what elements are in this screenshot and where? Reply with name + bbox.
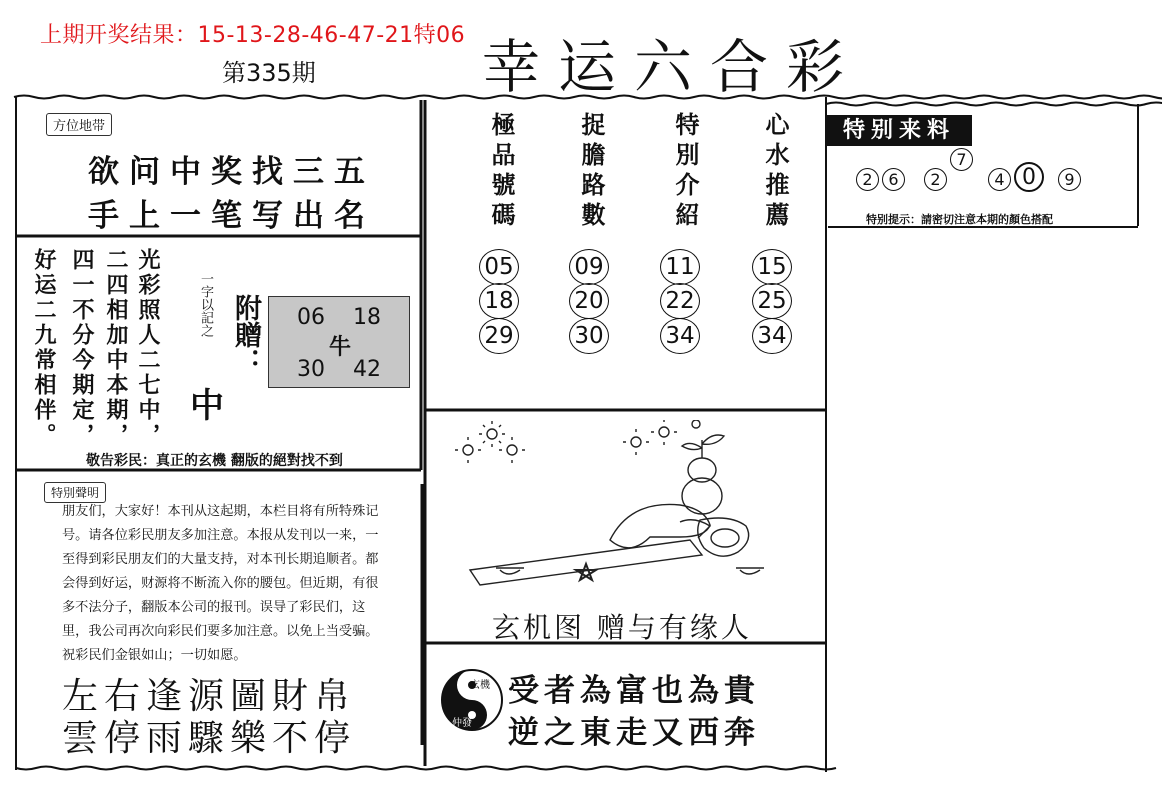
statement-paragraph: 朋友们，大家好！本刊从这起期，本栏目将有所特殊记号。请各位彩民朋友多加注意。本报从发刊以一来，一至得到彩民朋友们的大量支持，对本刊长期追顺者。都会得到好运，财源将不断流入你的腰包。但近期，有很多不法分子，翻版本公司的报刊。误导了彩民们，这里，我公司再次向彩民们要多加注意。以免上当受骗。祝彩民们金银如山；一切如愿。 (62, 504, 379, 663)
center-bottom-poem-line1: 受者為富也為貴 (508, 673, 760, 709)
emblem-text-2: 仲發 (452, 718, 472, 729)
number-r3-c1: 29 (479, 318, 519, 354)
column-title-4: 心水推薦 (761, 112, 790, 232)
poem-column-3: 四一不分今期定， (69, 248, 95, 448)
number-r2-c2: 20 (569, 283, 609, 319)
special-digit-3: 2 (924, 168, 947, 191)
gift-number-3: 30 (297, 357, 325, 382)
gift-number-4: 42 (353, 357, 381, 382)
gift-number-box (268, 296, 410, 388)
special-digit-7: 9 (1058, 168, 1081, 191)
number-r3-c2: 30 (569, 318, 609, 354)
left-top-poem-line1: 欲问中奖找三五 (88, 154, 375, 190)
emblem-text-1: 玄機 (470, 680, 490, 691)
sun-icon (479, 421, 505, 447)
special-digit-4: 7 (950, 148, 973, 171)
special-digit-2: 6 (882, 168, 905, 191)
special-hint: 特别提示：請密切注意本期的顏色搭配 (866, 213, 1053, 226)
number-r1-c3: 11 (660, 249, 700, 285)
special-digit-6: 0 (1014, 162, 1044, 192)
mystery-picture (440, 420, 810, 600)
special-digit-5: 4 (988, 168, 1011, 191)
left-bottom-poem-line2: 雲停雨驟樂不停 (62, 718, 357, 759)
gift-animal: 牛 (329, 335, 352, 360)
special-digit-1: 2 (856, 168, 879, 191)
number-r1-c1: 05 (479, 249, 519, 285)
number-r2-c3: 22 (660, 283, 700, 319)
column-title-1: 極品號碼 (487, 112, 516, 232)
notice-text: 敬告彩民：真正的玄機 翻版的絕對找不到 (86, 453, 343, 469)
page-title: 幸运六合彩 (482, 33, 863, 101)
number-r1-c2: 09 (569, 249, 609, 285)
poem-column-1: 光彩照人二七中， (135, 248, 161, 448)
number-r1-c4: 15 (752, 249, 792, 285)
number-r2-c1: 18 (479, 283, 519, 319)
small-note: 一字以記之 (198, 272, 213, 337)
issue-number: 第335期 (222, 59, 316, 87)
last-result-text: 上期开奖结果：15-13-28-46-47-21特06 (40, 23, 466, 48)
left-bottom-tag: 特別聲明 (44, 482, 106, 503)
gift-number-1: 06 (297, 305, 325, 330)
number-r2-c4: 25 (752, 283, 792, 319)
number-r3-c4: 34 (752, 318, 792, 354)
number-r3-c3: 34 (660, 318, 700, 354)
left-top-poem-line2: 手上一笔写出名 (88, 198, 375, 234)
left-top-tag: 方位地带 (46, 113, 112, 136)
picture-caption: 玄机图 赠与有缘人 (492, 611, 752, 644)
left-bottom-poem-line1: 左右逢源圖財帛 (62, 676, 357, 717)
special-title: 特别来料 (826, 115, 972, 146)
gift-number-2: 18 (353, 305, 381, 330)
column-title-3: 特別介紹 (671, 112, 700, 232)
poem-column-4: 好运二九常相伴。 (31, 248, 57, 448)
gift-char: 中 (190, 386, 224, 426)
column-title-2: 捉膽路數 (577, 112, 606, 232)
poem-column-2: 二四相加中本期， (103, 248, 129, 448)
gift-label: 附贈： (230, 294, 261, 375)
center-bottom-poem-line2: 逆之東走又西奔 (508, 715, 760, 751)
